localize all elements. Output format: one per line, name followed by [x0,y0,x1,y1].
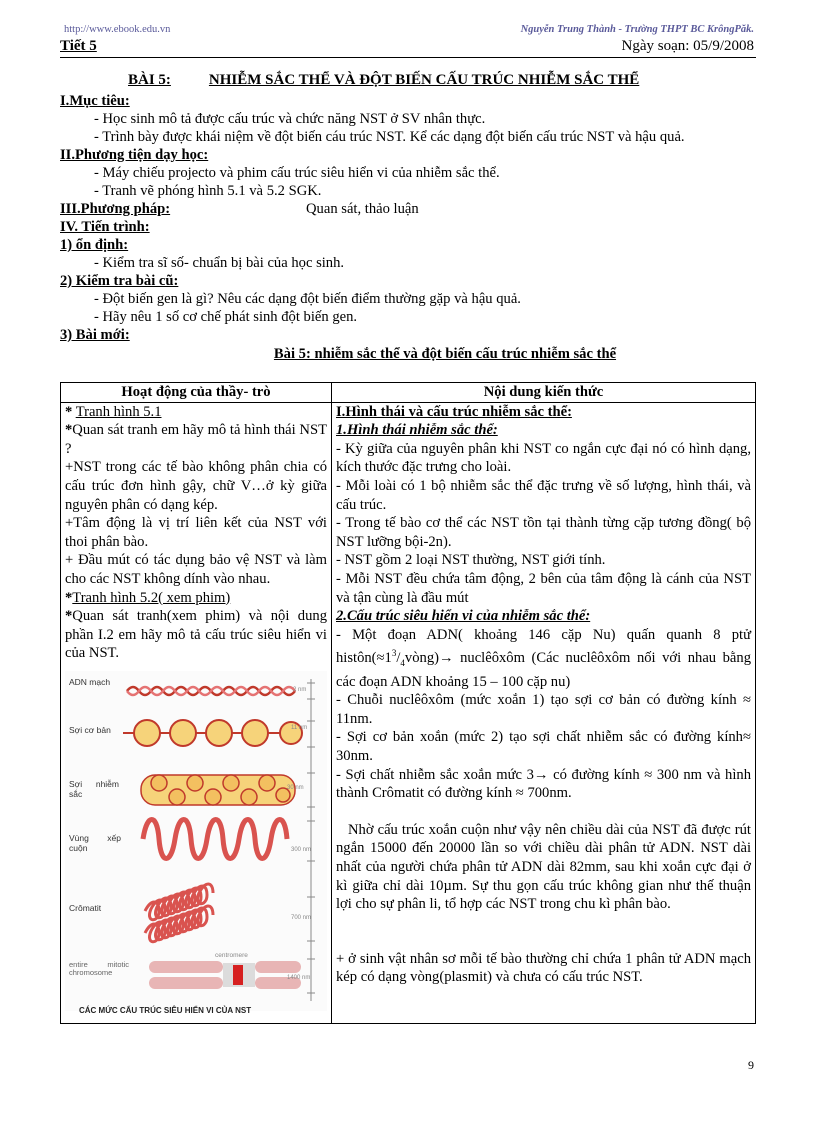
label-centromere: centromere [215,951,248,959]
stabilize-heading: 1) ổn định: [60,237,129,253]
figure-caption: CÁC MỨC CẤU TRÚC SIÊU HIỂN VI CỦA NST [79,1006,252,1016]
activity-p1 [65,403,327,422]
scale-1400nm: 1400 nm [287,974,311,981]
chromosome-structure-figure [65,671,327,1023]
activity-p2 [65,421,327,458]
scale-11nm: 11 nm [291,724,308,731]
label-dna: ADN mạch [69,676,111,687]
scale-2nm: 2 nm [293,686,307,693]
content-text: vòng)→ nuclêôxôm (Các nuclêôxôm nối với nhau bằng các đoạn ADN khoảng 15 – 100 cặp nu) [336,650,751,690]
content-line: - Trong tế bào cơ thể các NST tồn tại thành từng cặp tương đồng( bộ NST lưỡng bội-2n). [336,515,751,550]
content-line [336,626,751,692]
table-row [61,402,756,1023]
page-number: 9 [748,1058,754,1072]
spacer [336,803,751,821]
activity-p3: +NST trong các tế bào không phân chia có cấu trúc đơn hình gậy, chữ V…ở kỳ giữa nguyên phân có dạng kép. [65,459,327,513]
material-item: - Tranh vẽ phóng hình 5.1 và 5.2 SGK. [94,183,322,199]
content-paragraph: + ở sinh vật nhân sơ mỗi tế bào thường chỉ chứa 1 phân tử ADN mạch kép có dạng vòng(plasmit) và chưa có cấu trúc NST. [336,950,751,986]
content-subheading-1: 1.Hình thái nhiễm sắc thể: [336,422,498,439]
col-teacher-student: Hoạt động của thầy- trò [61,383,332,403]
prep-date: Ngày soạn: 05/9/2008 [621,38,754,54]
review-item: - Hãy nêu 1 số cơ chế phát sinh đột biến gen. [94,309,358,325]
lesson-period: Tiết 5 [60,38,97,54]
objectives-heading: I.Mục tiêu: [60,93,130,109]
bullet-star: * [65,589,73,606]
fraction-denominator: 4 [400,658,405,669]
content-line: - Sợi chất nhiễm sắc xoắn mức 3→ có đường kính ≈ 300 nm và hình thành Crômatit có đường kính ≈ 700nm. [336,766,751,802]
bullet-star: * [65,608,73,625]
activity-p4: +Tâm động là vị trí liên kết của NST với thoi phân bào. [65,515,327,550]
content-line: - NST gồm 2 loại NST thường, NST giới tính. [336,552,606,569]
source-url: http://www.ebook.edu.vn [64,24,171,35]
lesson-title [128,72,639,89]
new-lesson-heading: 3) Bài mới: [60,327,130,343]
spacer [336,914,751,950]
content-heading-1: I.Hình thái và cấu trúc nhiễm sắc thể: [336,403,572,420]
content-line: - Mỗi NST đều chứa tâm động, 2 bên của tâm động là cánh của NST và tận cùng là đầu mút [336,570,751,606]
table-header-row [61,383,756,403]
header-rule [60,57,756,58]
fraction-slash: / [396,650,401,667]
activity-text: Quan sát tranh(xem phim) và nội dung phần I.2 em hãy mô tả cấu trúc siêu hiển vi của NST. [65,608,327,662]
content-line: - Mỗi loài có 1 bộ nhiễm sắc thể đặc trưng về số lượng, hình thái, và cấu trúc. [336,477,751,513]
figure-ref-5-1: Tranh hình 5.1 [75,403,162,420]
lesson-heading: NHIỄM SẮC THỂ VÀ ĐỘT BIẾN CẤU TRÚC NHIỄM SẮC THỂ [208,72,640,88]
materials-heading: II.Phương tiện dạy học: [60,147,209,163]
content-subheading-2: 2.Cấu trúc siêu hiển vi của nhiễm sắc thể: [336,608,591,625]
label-mitotic-chromosome: entire mitotic chromosome [69,959,129,978]
objective-item: - Học sinh mô tả được cấu trúc và chức năng NST ở SV nhân thực. [94,111,486,127]
activity-p6 [65,589,327,608]
lesson-number: BÀI 5: [128,72,171,88]
content-cell [332,402,756,1023]
activity-cell [61,402,332,1023]
table-title: Bài 5: nhiễm sắc thể và đột biến cấu trúc nhiễm sắc thể [273,346,617,362]
content-text: - Một đoạn ADN( khoảng 146 cặp Nu) quấn quanh 8 ptử histôn(≈1 [336,626,751,667]
method-value: Quan sát, thảo luận [306,201,419,217]
content-paragraph: Nhờ cấu trúc xoắn cuộn như vậy nên chiều dài của NST đã được rút ngắn 15000 đến 20000 lần so với chiều dài phân tử ADN. NST dài nhất của người chứa phân tử ADN dài 82mm, sau khi xoắn cực đại ở kì giữa chỉ dài 10µm. Sự thu gọn cấu trúc không gian như thế thuận lợi cho sự phân li, tổ hợp các NST trong chu kì phân bào. [336,821,751,913]
content-line: - Chuỗi nuclêôxôm (mức xoắn 1) tạo sợi cơ bản có đường kính ≈ 11nm. [336,692,751,727]
scale-700nm: 700 nm [291,914,312,921]
content-line: - Sợi cơ bản xoắn (mức 2) tạo sợi chất nhiễm sắc có đường kính≈ 30nm. [336,729,751,765]
objective-item: - Trình bày được khái niệm về đột biến cáu trúc NST. Kể các dạng đột biến cấu trúc NST và hậu quả. [94,129,685,145]
review-item: - Đột biến gen là gì? Nêu các dạng đột biến điểm thường gặp và hậu quả. [94,291,521,307]
bullet-star: * [65,422,73,439]
bullet-star: * [65,403,73,420]
activity-p7 [65,607,327,663]
scale-300nm: 300 nm [291,846,312,853]
label-basic-fiber: Sợi cơ bản [69,724,111,735]
chromatin-fiber-icon [141,775,295,805]
content-line: - Kỳ giữa của nguyên phân khi NST co ngắn cực đại nó có hình dạng, kích thước đặc trưng cho loài. [336,440,751,476]
review-heading: 2) Kiểm tra bài cũ: [60,273,179,289]
author-line: Nguyễn Trung Thành - Trường THPT BC KrôngPăk. [520,24,754,35]
method-heading: III.Phương pháp: [60,201,171,217]
method-row [60,200,760,218]
lesson-table [60,382,756,1024]
activity-p5: + Đầu mút có tác dụng bảo vệ NST và làm cho các NST không dính vào nhau. [65,552,327,587]
material-item: - Máy chiếu projecto và phim cấu trúc siêu hiển vi của nhiễm sắc thể. [94,165,500,181]
figure-ref-5-2: Tranh hình 5.2( xem phim) [72,589,231,606]
label-looped-domain: Vùng xếp cuộn [69,832,121,853]
fraction-numerator: 3 [391,648,397,659]
stabilize-item: - Kiểm tra sĩ số- chuẩn bị bài của học sinh. [94,255,345,271]
label-chromatin-fiber: Sợi nhiễm sắc [69,778,119,799]
col-content: Nội dung kiến thức [332,383,756,403]
procedure-heading: IV. Tiến trình: [60,219,150,235]
scale-30nm: 30 nm [287,784,304,791]
lesson-body [60,92,760,363]
label-chromatid: Crômatit [69,902,102,913]
activity-text: Quan sát tranh em hãy mô tả hình thái NST ? [65,422,327,457]
